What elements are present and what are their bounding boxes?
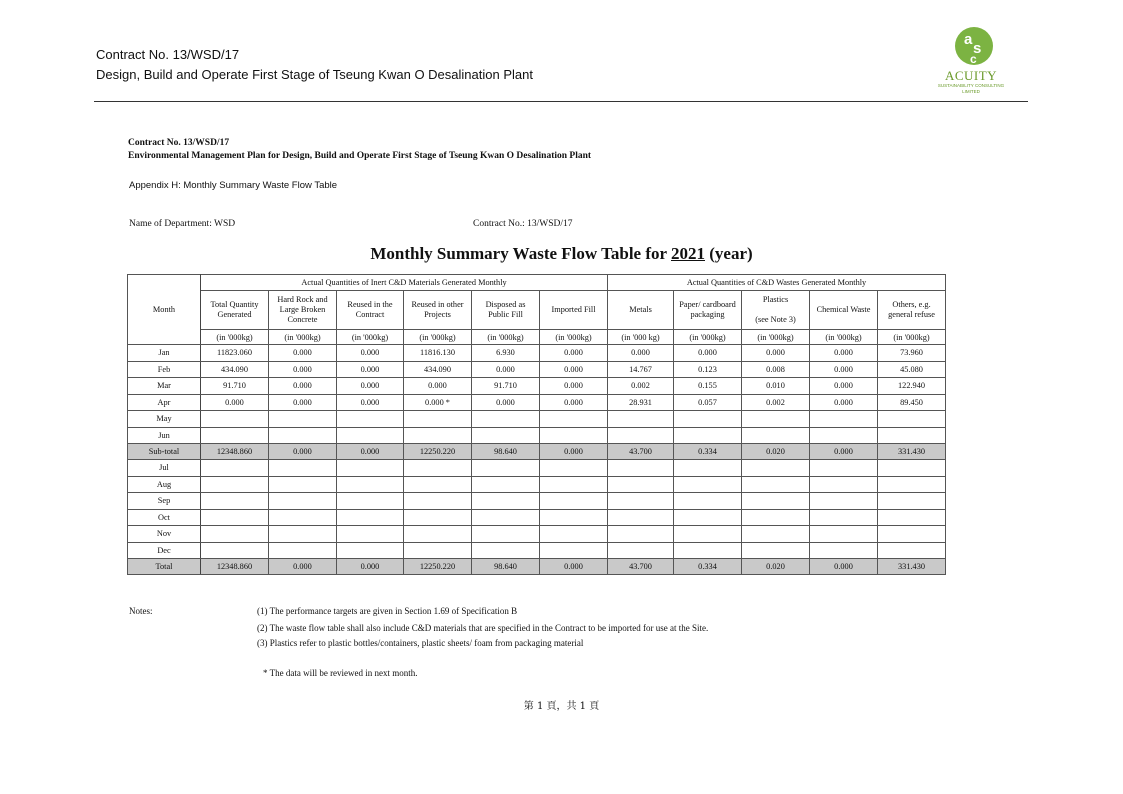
value-cell: 0.000: [742, 345, 810, 362]
value-cell: [472, 526, 540, 543]
value-cell: [337, 476, 404, 493]
value-cell: 91.710: [472, 378, 540, 395]
value-cell: 0.020: [742, 444, 810, 460]
value-cell: 0.000: [472, 394, 540, 411]
value-cell: [472, 411, 540, 428]
logo-wordmark: ACUITY: [944, 68, 998, 83]
value-cell: [810, 427, 878, 444]
col-header: Imported Fill: [540, 291, 608, 330]
value-cell: [540, 493, 608, 510]
units-row: [128, 330, 946, 345]
value-cell: 91.710: [201, 378, 269, 395]
svg-text:c: c: [970, 52, 977, 66]
value-cell: 12348.860: [201, 444, 269, 460]
value-cell: [269, 509, 337, 526]
value-cell: [404, 411, 472, 428]
col-header-plastics: [742, 291, 810, 330]
value-cell: 11823.060: [201, 345, 269, 362]
value-cell: [201, 493, 269, 510]
value-cell: 45.080: [878, 361, 946, 378]
table-body: [128, 345, 946, 575]
value-cell: 0.002: [608, 378, 674, 395]
value-cell: 12250.220: [404, 559, 472, 575]
value-cell: 0.000: [201, 394, 269, 411]
value-cell: [337, 427, 404, 444]
value-cell: 0.155: [674, 378, 742, 395]
value-cell: [742, 526, 810, 543]
value-cell: [810, 411, 878, 428]
value-cell: 43.700: [608, 444, 674, 460]
value-cell: 0.000: [337, 394, 404, 411]
value-cell: [674, 509, 742, 526]
value-cell: [878, 411, 946, 428]
value-cell: 434.090: [404, 361, 472, 378]
col-header: Others, e.g. general refuse: [878, 291, 946, 330]
value-cell: 12250.220: [404, 444, 472, 460]
value-cell: [608, 542, 674, 559]
value-cell: [742, 476, 810, 493]
value-cell: [878, 526, 946, 543]
value-cell: [878, 542, 946, 559]
value-cell: [810, 542, 878, 559]
col-header: Total Quantity Generated: [201, 291, 269, 330]
value-cell: 0.000: [269, 361, 337, 378]
value-cell: [404, 460, 472, 477]
note-1: (1) The performance targets are given in Section 1.69 of Specification B: [257, 606, 518, 616]
value-cell: [337, 526, 404, 543]
value-cell: [472, 493, 540, 510]
value-cell: [472, 542, 540, 559]
unit-cell: (in '000kg): [201, 330, 269, 345]
value-cell: 331.430: [878, 559, 946, 575]
month-cell: Nov: [128, 526, 201, 543]
header-divider: [94, 101, 1028, 102]
asterisk-note: * The data will be reviewed in next month.: [263, 668, 418, 678]
value-cell: [878, 460, 946, 477]
table-title: [0, 244, 1123, 264]
page-number: 第 1 頁，共 1 頁: [523, 701, 600, 712]
value-cell: 12348.860: [201, 559, 269, 575]
value-cell: [201, 509, 269, 526]
value-cell: 434.090: [201, 361, 269, 378]
table-title-suffix: (year): [705, 244, 753, 263]
value-cell: 11816.130: [404, 345, 472, 362]
value-cell: [269, 493, 337, 510]
value-cell: [269, 460, 337, 477]
value-cell: [608, 509, 674, 526]
month-header: Month: [128, 275, 201, 345]
value-cell: [337, 460, 404, 477]
value-cell: [810, 493, 878, 510]
value-cell: [878, 427, 946, 444]
note-3: (3) Plastics refer to plastic bottles/containers, plastic sheets/ foam from packaging material: [257, 638, 584, 648]
month-cell: Total: [128, 559, 201, 575]
value-cell: [269, 526, 337, 543]
value-cell: [269, 476, 337, 493]
value-cell: [674, 476, 742, 493]
header-contract-no: Contract No. 13/WSD/17: [96, 47, 240, 62]
value-cell: [540, 542, 608, 559]
month-cell: Feb: [128, 361, 201, 378]
value-cell: [608, 411, 674, 428]
value-cell: 0.057: [674, 394, 742, 411]
month-cell: Jun: [128, 427, 201, 444]
value-cell: [540, 509, 608, 526]
value-cell: 98.640: [472, 559, 540, 575]
table-title-year: 2021: [671, 244, 705, 263]
month-cell: Jan: [128, 345, 201, 362]
value-cell: 0.000: [810, 345, 878, 362]
table-row: [128, 411, 946, 428]
value-cell: [742, 509, 810, 526]
value-cell: [674, 411, 742, 428]
notes-label: Notes:: [129, 606, 153, 616]
value-cell: 0.000: [540, 378, 608, 395]
doc-emp-title: Environmental Management Plan for Design, Build and Operate First Stage of Tseung Kwan O Desalination Plant: [128, 151, 592, 161]
value-cell: 0.000: [269, 444, 337, 460]
value-cell: [608, 460, 674, 477]
value-cell: [404, 476, 472, 493]
value-cell: 122.940: [878, 378, 946, 395]
col-header: Reused in other Projects: [404, 291, 472, 330]
value-cell: [674, 526, 742, 543]
value-cell: [201, 542, 269, 559]
value-cell: [472, 509, 540, 526]
col-header-label: Plastics: [762, 295, 789, 304]
value-cell: 0.000: [608, 345, 674, 362]
value-cell: [540, 411, 608, 428]
value-cell: 0.000: [269, 559, 337, 575]
value-cell: [404, 526, 472, 543]
waste-flow-table: [127, 274, 946, 575]
value-cell: [810, 509, 878, 526]
value-cell: 0.000: [540, 444, 608, 460]
waste-group-header: Actual Quantities of C&D Wastes Generated Monthly: [608, 275, 946, 291]
unit-cell: (in '000kg): [540, 330, 608, 345]
table-row: [128, 476, 946, 493]
value-cell: 0.008: [742, 361, 810, 378]
value-cell: [404, 509, 472, 526]
value-cell: [404, 493, 472, 510]
value-cell: 0.002: [742, 394, 810, 411]
inert-group-header: Actual Quantities of Inert C&D Materials Generated Monthly: [201, 275, 608, 291]
contract-number-field: Contract No.: 13/WSD/17: [473, 219, 573, 229]
table-row: [128, 526, 946, 543]
month-cell: Dec: [128, 542, 201, 559]
value-cell: [810, 460, 878, 477]
value-cell: 0.000: [810, 559, 878, 575]
value-cell: 0.000: [337, 345, 404, 362]
table-row: [128, 378, 946, 395]
value-cell: [878, 493, 946, 510]
value-cell: [337, 411, 404, 428]
value-cell: 89.450: [878, 394, 946, 411]
month-cell: Jul: [128, 460, 201, 477]
month-cell: Aug: [128, 476, 201, 493]
value-cell: [742, 411, 810, 428]
month-cell: Sub-total: [128, 444, 201, 460]
value-cell: 0.000: [540, 345, 608, 362]
value-cell: 28.931: [608, 394, 674, 411]
value-cell: 0.000: [540, 394, 608, 411]
unit-cell: (in '000kg): [674, 330, 742, 345]
value-cell: 0.000: [404, 378, 472, 395]
value-cell: [608, 476, 674, 493]
value-cell: [878, 509, 946, 526]
value-cell: 0.010: [742, 378, 810, 395]
col-header: Disposed as Public Fill: [472, 291, 540, 330]
col-header: Metals: [608, 291, 674, 330]
unit-cell: (in '000kg): [337, 330, 404, 345]
header-project-title: Design, Build and Operate First Stage of Tseung Kwan O Desalination Plant: [96, 67, 533, 82]
value-cell: [674, 542, 742, 559]
value-cell: 0.020: [742, 559, 810, 575]
subtotal-row: [128, 444, 946, 460]
value-cell: 0.000: [674, 345, 742, 362]
col-header: Hard Rock and Large Broken Concrete: [269, 291, 337, 330]
value-cell: [201, 526, 269, 543]
value-cell: 0.000: [337, 361, 404, 378]
table-row: [128, 345, 946, 362]
value-cell: 98.640: [472, 444, 540, 460]
value-cell: [674, 493, 742, 510]
value-cell: 0.000: [810, 444, 878, 460]
table-row: [128, 361, 946, 378]
value-cell: 0.334: [674, 559, 742, 575]
value-cell: 0.000: [269, 345, 337, 362]
table-row: [128, 460, 946, 477]
value-cell: [472, 476, 540, 493]
month-cell: May: [128, 411, 201, 428]
value-cell: 0.000: [810, 361, 878, 378]
value-cell: [201, 460, 269, 477]
value-cell: 0.000: [337, 559, 404, 575]
value-cell: 0.000: [269, 378, 337, 395]
value-cell: [608, 493, 674, 510]
doc-contract-no: Contract No. 13/WSD/17: [128, 138, 230, 148]
svg-text:s: s: [973, 40, 982, 57]
value-cell: [540, 460, 608, 477]
value-cell: [674, 427, 742, 444]
note-2: (2) The waste flow table shall also include C&D materials that are specified in the Contract to be imported for use at the Site.: [257, 623, 709, 633]
appendix-title: Appendix H: Monthly Summary Waste Flow Table: [129, 180, 338, 191]
value-cell: [742, 460, 810, 477]
unit-cell: (in '000 kg): [608, 330, 674, 345]
value-cell: 0.334: [674, 444, 742, 460]
unit-cell: (in '000kg): [404, 330, 472, 345]
month-cell: Apr: [128, 394, 201, 411]
value-cell: [201, 411, 269, 428]
logo-tagline: SUSTAINABILITY CONSULTING LIMITED: [937, 83, 1005, 94]
table-row: [128, 493, 946, 510]
value-cell: 0.000: [472, 361, 540, 378]
plastics-note: (see Note 3): [755, 315, 796, 324]
svg-text:a: a: [964, 31, 973, 48]
value-cell: [540, 476, 608, 493]
department-name: Name of Department: WSD: [129, 219, 236, 229]
unit-cell: (in '000kg): [742, 330, 810, 345]
month-cell: Oct: [128, 509, 201, 526]
unit-cell: (in '000kg): [810, 330, 878, 345]
value-cell: 0.000: [337, 378, 404, 395]
total-row: [128, 559, 946, 575]
value-cell: 0.000: [810, 394, 878, 411]
value-cell: [472, 460, 540, 477]
value-cell: 0.000: [540, 559, 608, 575]
value-cell: 14.767: [608, 361, 674, 378]
unit-cell: (in '000kg): [269, 330, 337, 345]
value-cell: [269, 411, 337, 428]
value-cell: 331.430: [878, 444, 946, 460]
value-cell: [608, 427, 674, 444]
value-cell: [674, 460, 742, 477]
table-row: [128, 394, 946, 411]
value-cell: [540, 427, 608, 444]
table-row: [128, 542, 946, 559]
value-cell: [878, 476, 946, 493]
table-title-prefix: Monthly Summary Waste Flow Table for: [370, 244, 671, 263]
col-header: Paper/ cardboard packaging: [674, 291, 742, 330]
value-cell: [742, 493, 810, 510]
value-cell: 0.000: [810, 378, 878, 395]
unit-cell: (in '000kg): [472, 330, 540, 345]
month-cell: Sep: [128, 493, 201, 510]
value-cell: 0.000 *: [404, 394, 472, 411]
value-cell: 6.930: [472, 345, 540, 362]
value-cell: [404, 427, 472, 444]
value-cell: 73.960: [878, 345, 946, 362]
value-cell: [472, 427, 540, 444]
value-cell: [742, 427, 810, 444]
value-cell: [269, 542, 337, 559]
value-cell: 0.000: [540, 361, 608, 378]
value-cell: [608, 526, 674, 543]
value-cell: 0.000: [269, 394, 337, 411]
value-cell: [810, 526, 878, 543]
value-cell: [269, 427, 337, 444]
value-cell: [404, 542, 472, 559]
value-cell: 43.700: [608, 559, 674, 575]
col-header: Reused in the Contract: [337, 291, 404, 330]
value-cell: 0.000: [337, 444, 404, 460]
table-row: [128, 427, 946, 444]
value-cell: [810, 476, 878, 493]
unit-cell: (in '000kg): [878, 330, 946, 345]
value-cell: 0.123: [674, 361, 742, 378]
value-cell: [540, 526, 608, 543]
table-row: [128, 509, 946, 526]
value-cell: [337, 509, 404, 526]
value-cell: [742, 542, 810, 559]
month-cell: Mar: [128, 378, 201, 395]
value-cell: [201, 476, 269, 493]
value-cell: [337, 542, 404, 559]
value-cell: [337, 493, 404, 510]
value-cell: [201, 427, 269, 444]
col-header: Chemical Waste: [810, 291, 878, 330]
